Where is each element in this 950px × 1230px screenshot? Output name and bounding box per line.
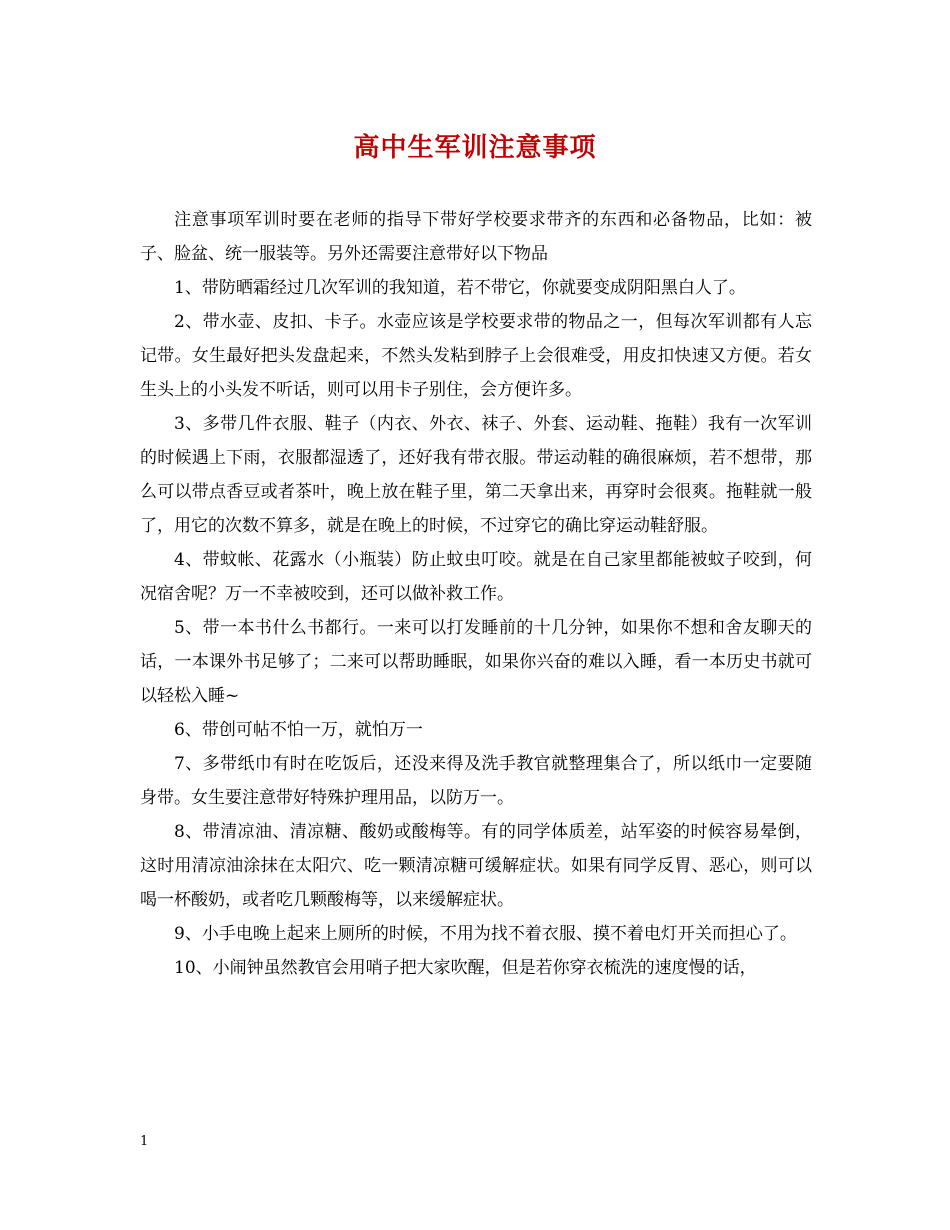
paragraph-item-1: 1、带防晒霜经过几次军训的我知道，若不带它，你就要变成阴阳黑白人了。 <box>174 278 746 298</box>
document-body <box>140 203 812 985</box>
paragraph-item-8: 8、带清凉油、清凉糖、酸奶或酸梅等。有的同学体质差，站军姿的时候容易晕倒，这时用清凉油涂抹在太阳穴、吃一颗清凉糖可缓解症状。如果有同学反胃、恶心，则可以喝一杯酸奶，或者吃几颗酸梅等，以来缓解症状。 <box>140 822 812 910</box>
paragraph-item-10: 10、小闹钟虽然教官会用哨子把大家吹醒，但是若你穿衣梳洗的速度慢的话， <box>174 958 757 978</box>
paragraph-item-9: 9、小手电晚上起来上厕所的时候，不用为找不着衣服、摸不着电灯开关而担心了。 <box>174 924 797 944</box>
paragraph-item-4: 4、带蚊帐、花露水（小瓶装）防止蚊虫叮咬。就是在自己家里都能被蚊子咬到，何况宿舍呢？万一不幸被咬到，还可以做补救工作。 <box>140 550 812 604</box>
paragraph-item-6: 6、带创可帖不怕一万，就怕万一 <box>174 720 423 740</box>
page-title: 高中生军训注意事项 <box>353 133 597 163</box>
page-number: 1 <box>140 1134 149 1149</box>
paragraph-item-7: 7、多带纸巾有时在吃饭后，还没来得及洗手教官就整理集合了，所以纸巾一定要随身带。女生要注意带好特殊护理用品，以防万一。 <box>140 754 812 808</box>
paragraph-item-5: 5、带一本书什么书都行。一来可以打发睡前的十几分钟，如果你不想和舍友聊天的话，一本课外书足够了；二来可以帮助睡眠，如果你兴奋的难以入睡，看一本历史书就可以轻松入睡~ <box>140 618 812 706</box>
paragraph-intro: 注意事项军训时要在老师的指导下带好学校要求带齐的东西和必备物品，比如：被子、脸盆、统一服装等。另外还需要注意带好以下物品 <box>140 210 812 264</box>
paragraph-item-3: 3、多带几件衣服、鞋子（内衣、外衣、袜子、外套、运动鞋、拖鞋）我有一次军训的时候遇上下雨，衣服都湿透了，还好我有带衣服。带运动鞋的确很麻烦，若不想带，那么可以带点香豆或者茶叶，晚上放在鞋子里，第二天拿出来，再穿时会很爽。拖鞋就一般了，用它的次数不算多，就是在晚上的时候，不过穿它的确比穿运动鞋舒服。 <box>140 414 812 536</box>
paragraph-item-2: 2、带水壶、皮扣、卡子。水壶应该是学校要求带的物品之一，但每次军训都有人忘记带。女生最好把头发盘起来，不然头发粘到脖子上会很难受，用皮扣快速又方便。若女生头上的小头发不听话，则可以用卡子别住，会方便许多。 <box>140 312 812 400</box>
